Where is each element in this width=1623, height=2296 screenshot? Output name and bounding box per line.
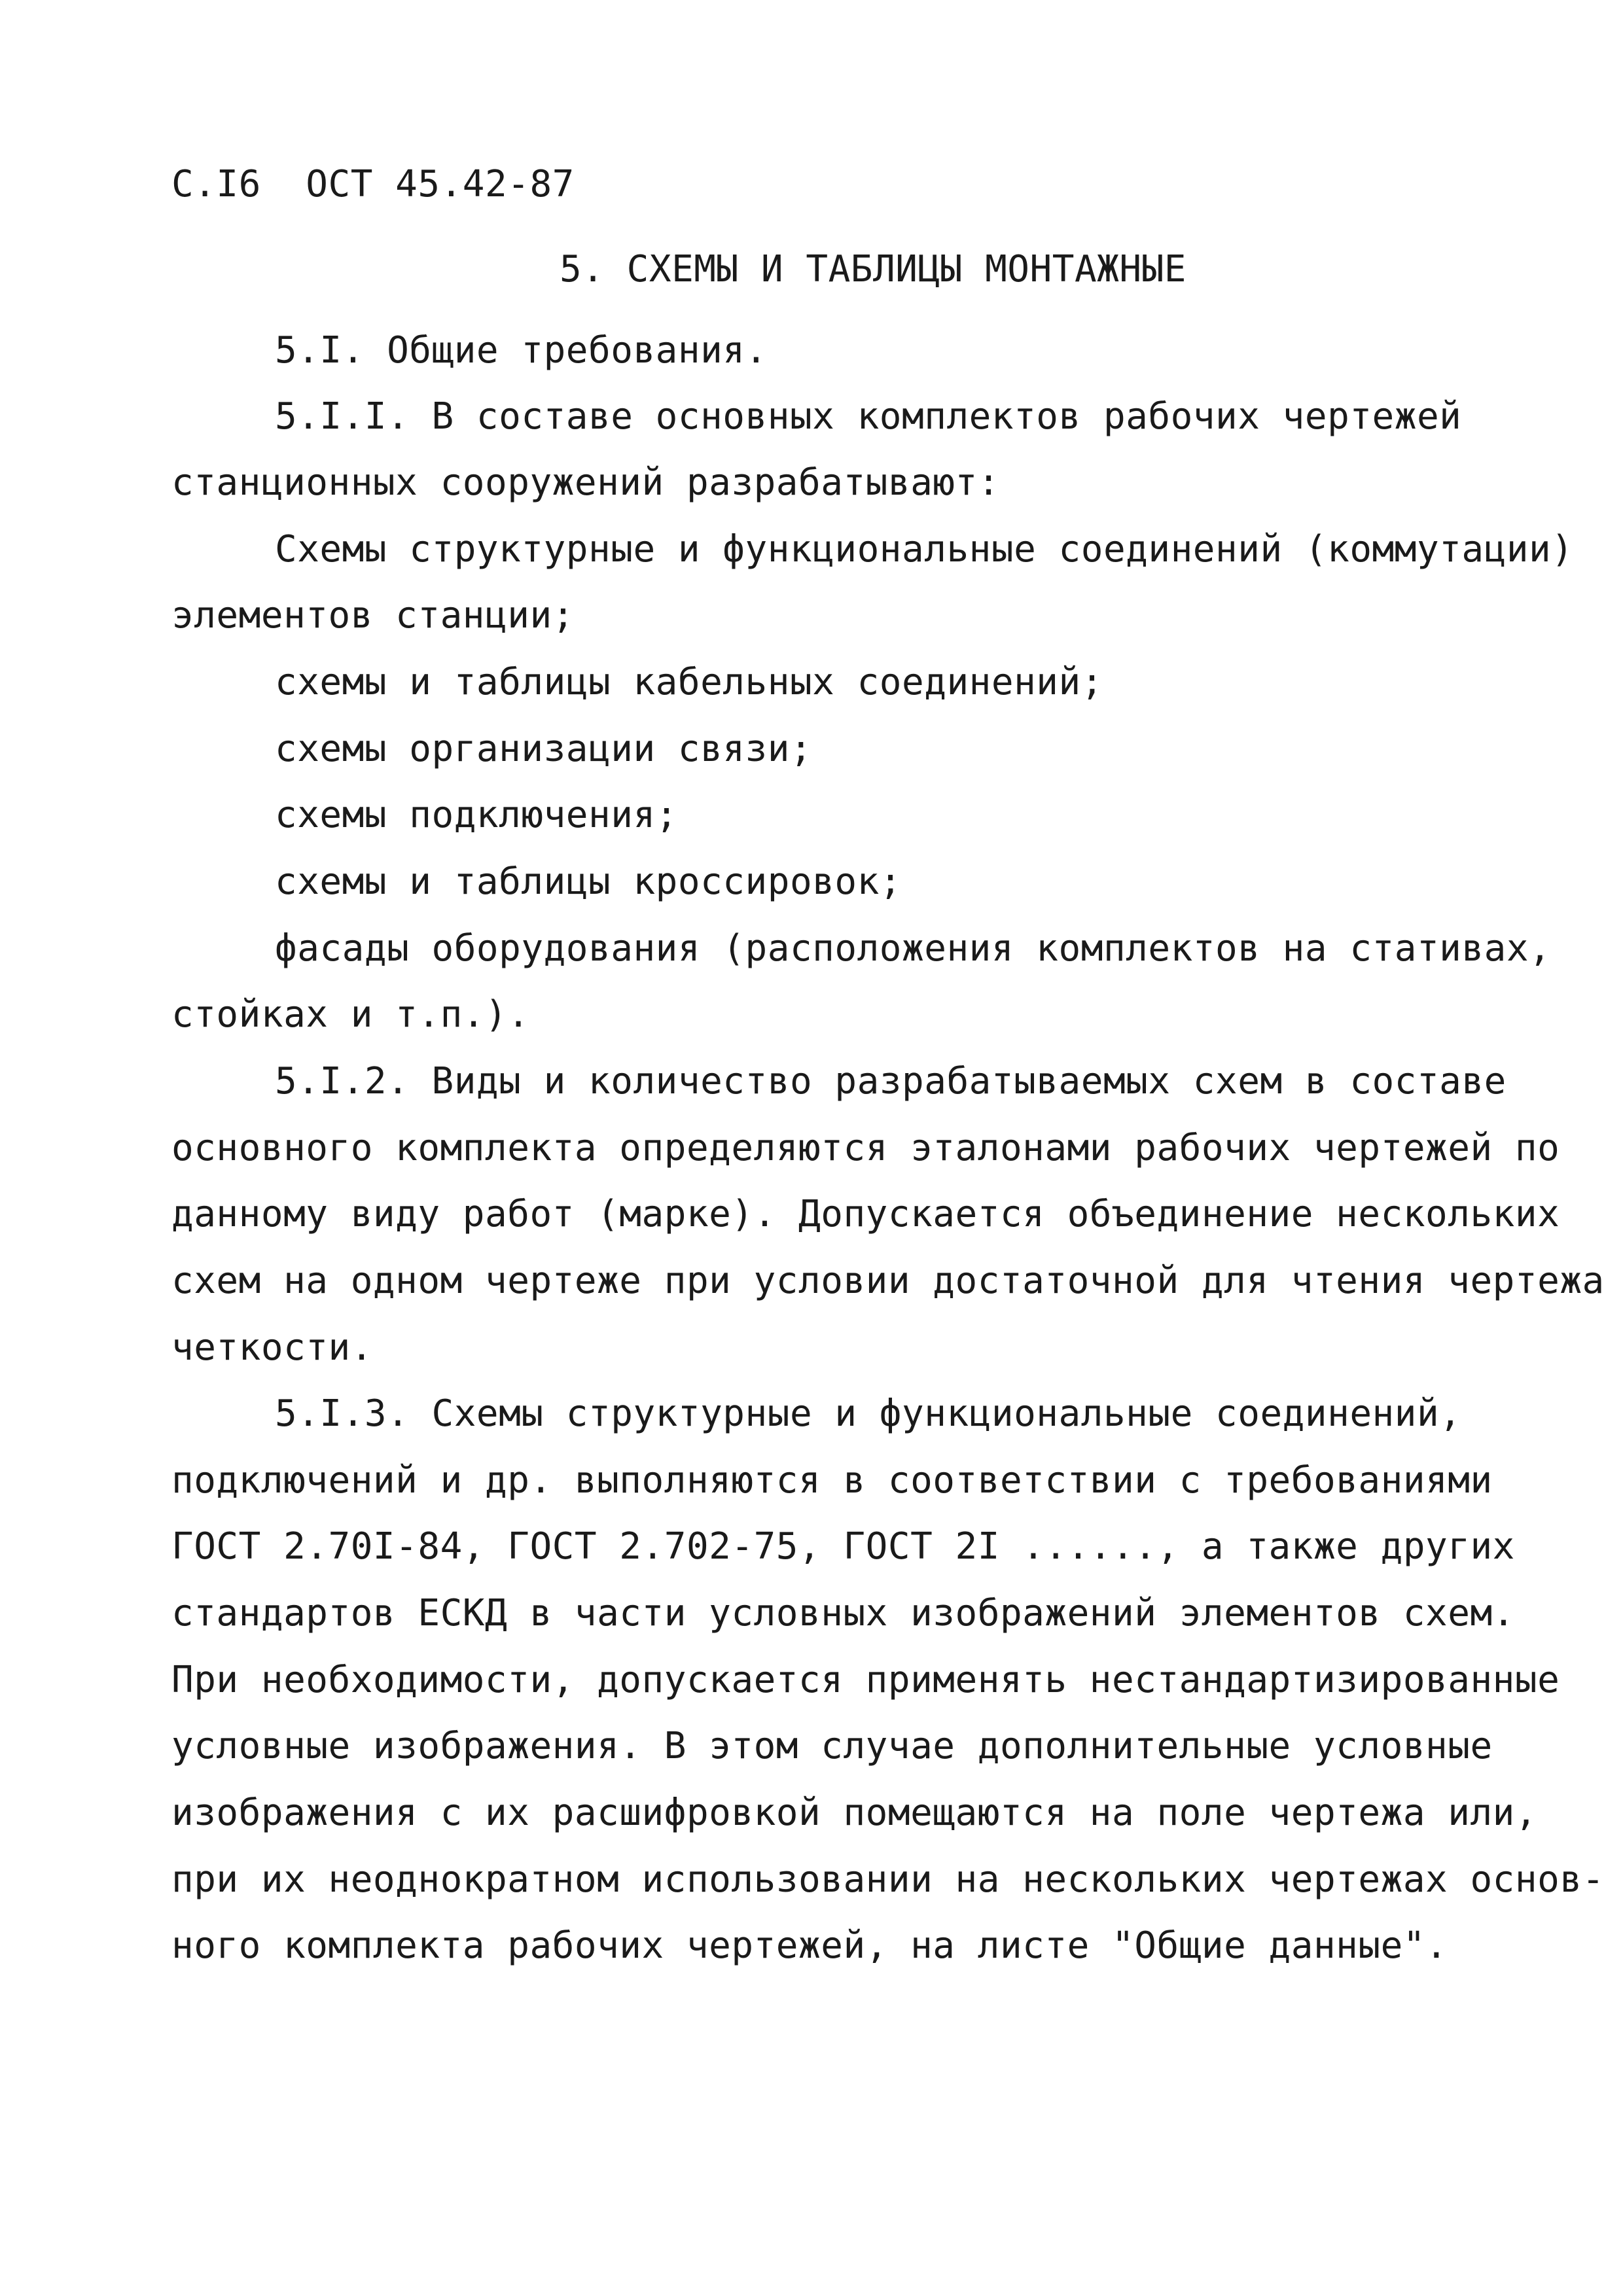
list-item: схемы и таблицы кроссировок; [275,860,902,903]
paragraph-line: стандартов ЕСКД в части условных изображений элементов схем. [171,1592,1515,1634]
paragraph-line: основного комплекта определяются эталонами рабочих чертежей по [171,1127,1560,1169]
paragraph-line: при их неоднократном использовании на нескольких чертежах основ- [171,1858,1605,1901]
list-item: Схемы структурные и функциональные соединений (коммутации) [275,528,1574,571]
paragraph-line: четкости. [171,1326,373,1369]
paragraph-line: 5.I.3. Схемы структурные и функциональные соединений, [275,1392,1462,1435]
list-item: фасады оборудования (расположения комплектов на стативах, [275,927,1552,970]
paragraph-line: подключений и др. выполняются в соответствии с требованиями [171,1459,1493,1502]
paragraph-line: условные изображения. В этом случае дополнительные условные [171,1725,1493,1767]
text-line: 5.I.I. В составе основных комплектов рабочих чертежей [275,395,1462,438]
paragraph-line: ного комплекта рабочих чертежей, на листе "Общие данные". [171,1924,1448,1967]
paragraph-line: ГОСТ 2.70I-84, ГОСТ 2.702-75, ГОСТ 2I ......, а также других [171,1525,1515,1568]
paragraph-line: При необходимости, допускается применять нестандартизированные [171,1659,1560,1701]
page-header: С.I6 ОСТ 45.42-87 [171,163,575,205]
list-item-continuation: элементов станции; [171,594,575,637]
list-item-continuation: стойках и т.п.). [171,993,530,1036]
section-title: 5. СХЕМЫ И ТАБЛИЦЫ МОНТАЖНЫЕ [560,248,1187,291]
list-item: схемы и таблицы кабельных соединений; [275,661,1103,703]
list-item: схемы подключения; [275,794,678,836]
paragraph-line: 5.I.2. Виды и количество разрабатываемых схем в составе [275,1060,1507,1103]
paragraph-line: изображения с их расшифровкой помещаются на поле чертежа или, [171,1792,1538,1834]
paragraph-line: схем на одном чертеже при условии достаточной для чтения чертежа [171,1260,1605,1302]
text-line: станционных сооружений разрабатывают: [171,461,1000,504]
subsection-heading: 5.I. Общие требования. [275,329,768,372]
paragraph-line: данному виду работ (марке). Допускается объединение нескольких [171,1193,1560,1235]
list-item: схемы организации связи; [275,728,813,770]
